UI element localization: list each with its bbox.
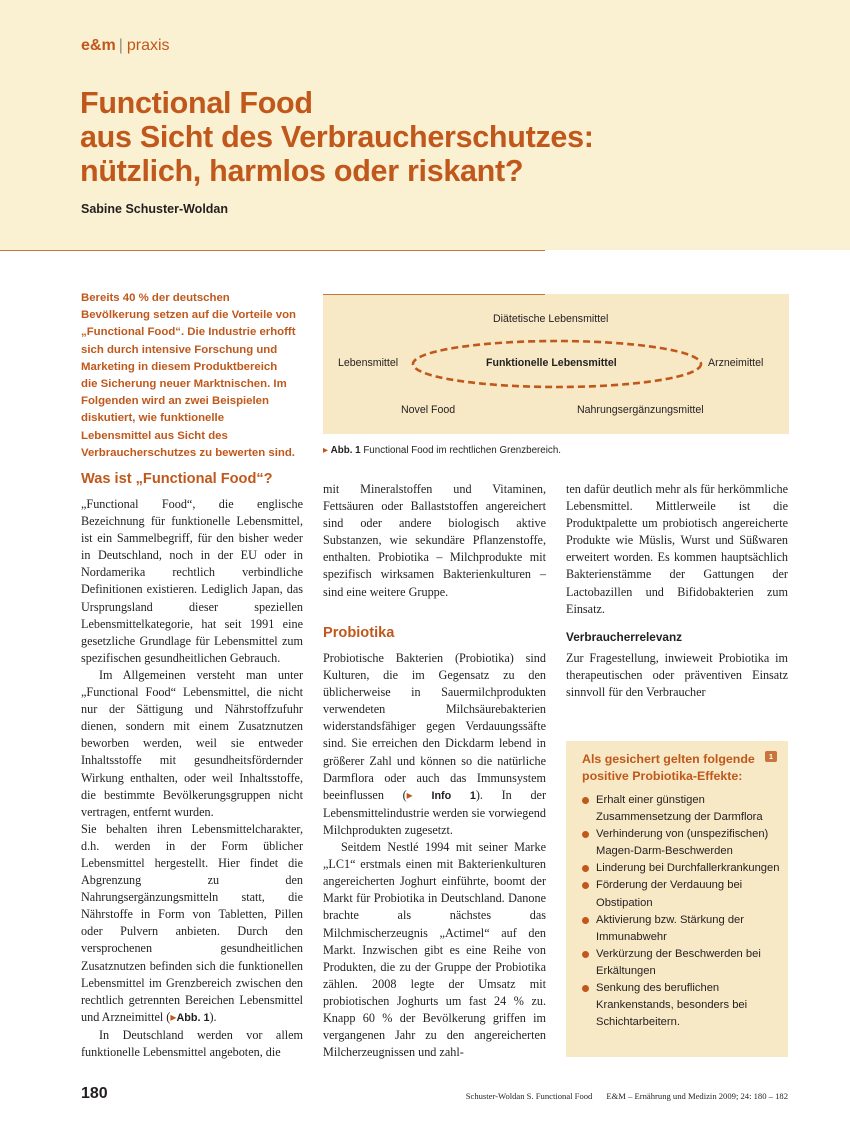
list-item: Aktivierung bzw. Stärkung der Immunabwehr [582, 912, 782, 946]
paragraph: ten dafür deutlich mehr als für herkömmliche Lebensmittel. Mittlerweile ist die Produktpalette um probiotisch angereicherte Produkte wie Müslis, Wurst und Süßwaren erweitert worden. Es kommen hauptsächlich Bakterienstämme der Gattungen der Lactobazillen und Bifidobakterien zum Einsatz. [566, 482, 788, 616]
title-line-3: nützlich, harmlos oder riskant? [80, 154, 524, 188]
paragraph: Sie behalten ihren Lebensmittelcharakter, d.h. werden in der Form üblicher Lebensmittel hergestellt. Hier findet die Abgrenzung zu den Nahrungsergänzungsmitteln statt, die Nährstoffe in Form von Tabletten, Pillen oder Pulvern anbieten. Durch den versprochenen gesundheitlichen Zusatznutzen befinden sich die funktionellen Lebensmittel im Grenzbereich zwischen den rechtlich getrennten Bereichen Lebensmittel und Arzneimittel (▸Abb. 1). [81, 821, 303, 1024]
info-box-title: Als gesichert gelten folgende positive Probiotika-Effekte: [582, 752, 755, 783]
paragraph: In Deutschland werden vor allem funktionelle Lebensmittel angeboten, die [81, 1027, 303, 1059]
journal-text: E&M – Ernährung und Medizin 2009; 24: 180 – 182 [606, 1091, 788, 1101]
heading-probiotika: Probiotika [323, 625, 395, 641]
bullet-icon [582, 865, 589, 872]
section-label [81, 37, 170, 55]
figure-label-nahrungsergaenzung: Nahrungsergänzungsmittel [577, 404, 704, 416]
column-3 [566, 481, 788, 618]
figure-label-arzneimittel: Arzneimittel [708, 357, 764, 369]
info-reference-link[interactable]: Info 1 [431, 789, 476, 802]
page-number: 180 [81, 1085, 108, 1102]
column-1 [81, 496, 303, 1061]
figure-label-diaetetische: Diätetische Lebensmittel [493, 313, 609, 325]
column-2 [323, 650, 546, 1061]
caption-arrow-icon: ▸ [323, 445, 328, 456]
list-item: Verkürzung der Beschwerden bei Erkältungen [582, 946, 782, 980]
figure-label-funktionelle: Funktionelle Lebensmittel [486, 357, 617, 369]
bullet-icon [582, 917, 589, 924]
list-item: Linderung bei Durchfallerkrankungen [582, 860, 782, 877]
bullet-icon [582, 882, 589, 889]
bullet-icon [582, 985, 589, 992]
info-box-badge: 1 [765, 751, 777, 762]
paragraph: „Functional Food“, die englische Bezeichnung für funktionelle Lebensmittel, ist ein Sammelbegriff, für den bisher weder in Deutschland, noch in der EU oder in Nordamerika rechtlich verbindliche Definitionen existieren. Lediglich Japan, das Ursprungsland dieser speziellen Lebensmittelkategorie, hat seit 1991 eine gesetzliche Grundlage für Lebensmittel zum spezifischen gesundheitlichen Gebrauch. [81, 497, 303, 665]
figure-label-lebensmittel: Lebensmittel [338, 357, 399, 369]
paragraph: Probiotische Bakterien (Probiotika) sind Kulturen, die im Gegensatz zu den üblicherweise in Sauermilchprodukten verwendeten Milchsäurebakterien widerstandsfähiger gegen Verdauungssäfte sind. Sie erreichen den Dickdarm lebend in größerer Zahl und können so die natürliche Darmflora oder auch das Immunsystem beeinflussen (▸ Info 1). In der Lebensmittelindustrie werden sie vorwiegend Milchprodukten zugesetzt. [323, 651, 547, 837]
title-line-2: aus Sicht des Verbraucherschutzes: [80, 120, 594, 154]
abstract: Bereits 40 % der deutschen Bevölkerung setzen auf die Vorteile von „Functional Food“. Die Industrie erhofft sich durch intensive Forschung und Marketing in diesem Produktbereich die Sicherung neuer Marktnischen. Im Folgenden wird an zwei Beispielen diskutiert, wie funktionelle Lebensmittel aus Sicht des Verbraucherschutzes zu bewerten sind. [81, 292, 296, 459]
section-name: praxis [126, 37, 170, 54]
header-divider [0, 250, 545, 251]
section-separator: | [118, 37, 123, 54]
title-line-1: Functional Food [80, 86, 313, 120]
author-name: Sabine Schuster-Woldan [81, 202, 229, 216]
figure-reference-link[interactable]: Abb. 1 [176, 1011, 210, 1024]
bullet-icon [582, 831, 589, 838]
paragraph: Im Allgemeinen versteht man unter „Functional Food“ Lebensmittel, die nicht nur der Sättigung und Nährstoffzufuhr dienen, sondern mit einem Zusatznutzen beworben werden, weil sie entweder Inhaltsstoffe mit gesundheitsfördernder Wirkung enthalten, oder weil Inhaltsstoffe, die bestimmte Bevölkerungsgruppen nicht vertragen, entfernt wurden. [81, 667, 303, 819]
brand-label: e&m [81, 37, 116, 54]
figure-caption [323, 445, 561, 456]
list-item: Förderung der Verdauung bei Obstipation [582, 877, 782, 911]
caption-text: Functional Food im rechtlichen Grenzbereich. [363, 445, 561, 456]
arrow-icon: ▸ [406, 787, 413, 802]
caption-label: Abb. 1 [330, 445, 361, 456]
column-2-intro [323, 481, 546, 601]
figure-panel [323, 294, 789, 434]
footer-citation [350, 1091, 788, 1101]
info-box-list [582, 792, 782, 1031]
article-title [80, 86, 780, 188]
list-item: Verhinderung von (unspezifischen) Magen-Darm-Beschwerden [582, 826, 782, 860]
heading-functional-food: Was ist „Functional Food“? [81, 471, 273, 487]
figure-label-novel-food: Novel Food [401, 404, 456, 416]
paragraph: mit Mineralstoffen und Vitaminen, Fettsäuren oder Ballaststoffen angereichert sind oder andere biologisch aktive Substanzen, wie sekundäre Pflanzenstoffe, enthalten. Probiotika – Milchprodukte mit spezifisch wirksamen Bakterienkulturen – sind eine weitere Gruppe. [323, 482, 546, 599]
column-3-cont [566, 650, 788, 701]
paragraph: Seitdem Nestlé 1994 mit seiner Marke „LC1“ erstmals einen mit Bakterienkulturen angereicherten Joghurt einführte, boomt der Markt für Probiotika in Deutschland. Danone brachte als nächstes das Milchmischerzeugnis „Actimel“ auf den Markt. Inzwischen gibt es eine Reihe von Produkten, die zu der Gruppe der Probiotika zählen. 2008 legte der Umsatz mit probiotischen Joghurts um fast 24 % zu. Knapp 60 % der Bevölkerung griffen im vergangenen Jahr zu den angereicherten Milcherzeugnissen und zahl- [323, 840, 546, 1060]
citation-text: Schuster-Woldan S. Functional Food [465, 1091, 593, 1101]
figure-top-rule [323, 294, 545, 295]
bullet-icon [582, 797, 589, 804]
bullet-icon [582, 951, 589, 958]
paragraph: Zur Fragestellung, inwieweit Probiotika im therapeutischen oder präventiven Einsatz sinnvoll für den Verbraucher [566, 651, 788, 700]
list-item: Senkung des beruflichen Krankenstands, besonders bei Schichtarbeitern. [582, 980, 782, 1031]
list-item: Erhalt einer günstigen Zusammensetzung der Darmflora [582, 792, 782, 826]
arrow-icon: ▸ [170, 1009, 177, 1024]
heading-verbraucherrelevanz: Verbraucherrelevanz [566, 630, 683, 644]
